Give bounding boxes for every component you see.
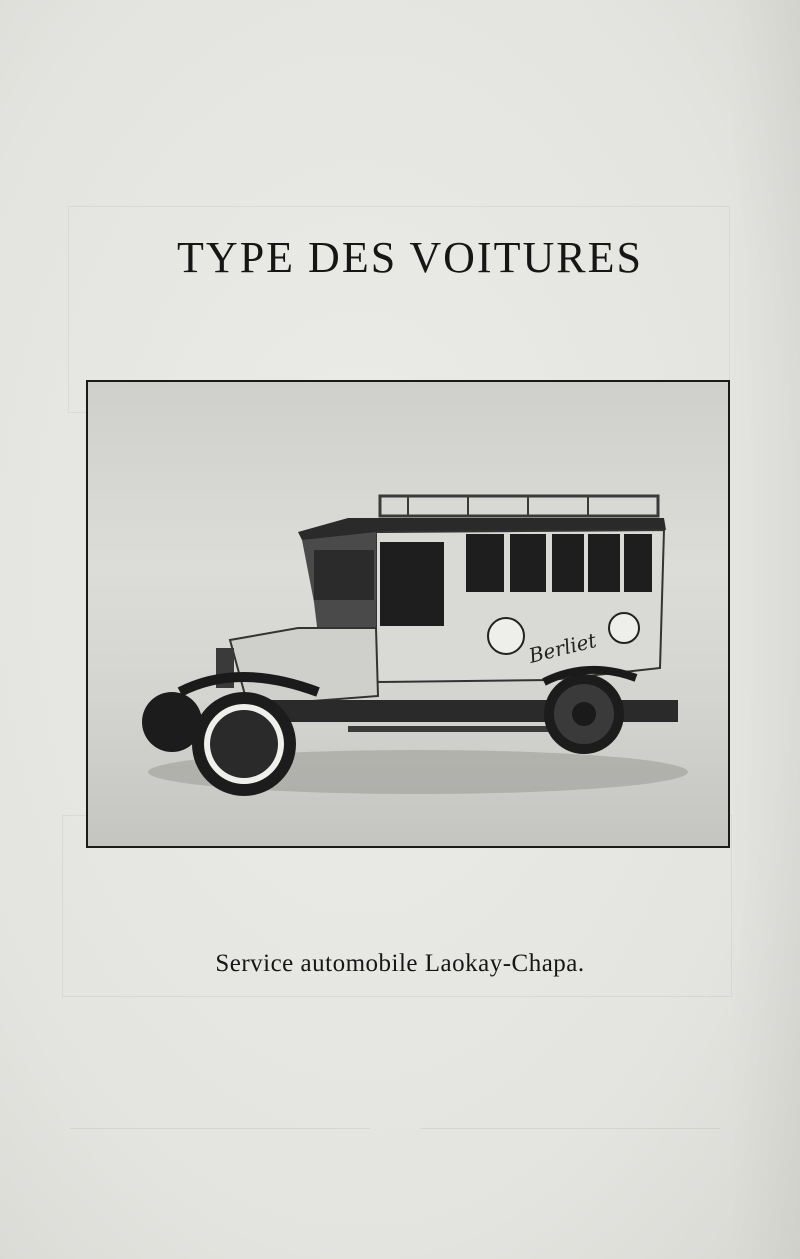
show-through-rule-right (420, 1128, 720, 1129)
show-through-rule-left (70, 1128, 370, 1129)
photo-caption: Service automobile Laokay-Chapa. (215, 950, 585, 977)
bus-photograph (88, 382, 728, 846)
page-edge-shadow (730, 0, 800, 1259)
page-title: TYPE DES VOITURES (177, 233, 643, 282)
bus-side-lettering: Berliet (526, 627, 599, 668)
photograph-frame (86, 380, 730, 848)
